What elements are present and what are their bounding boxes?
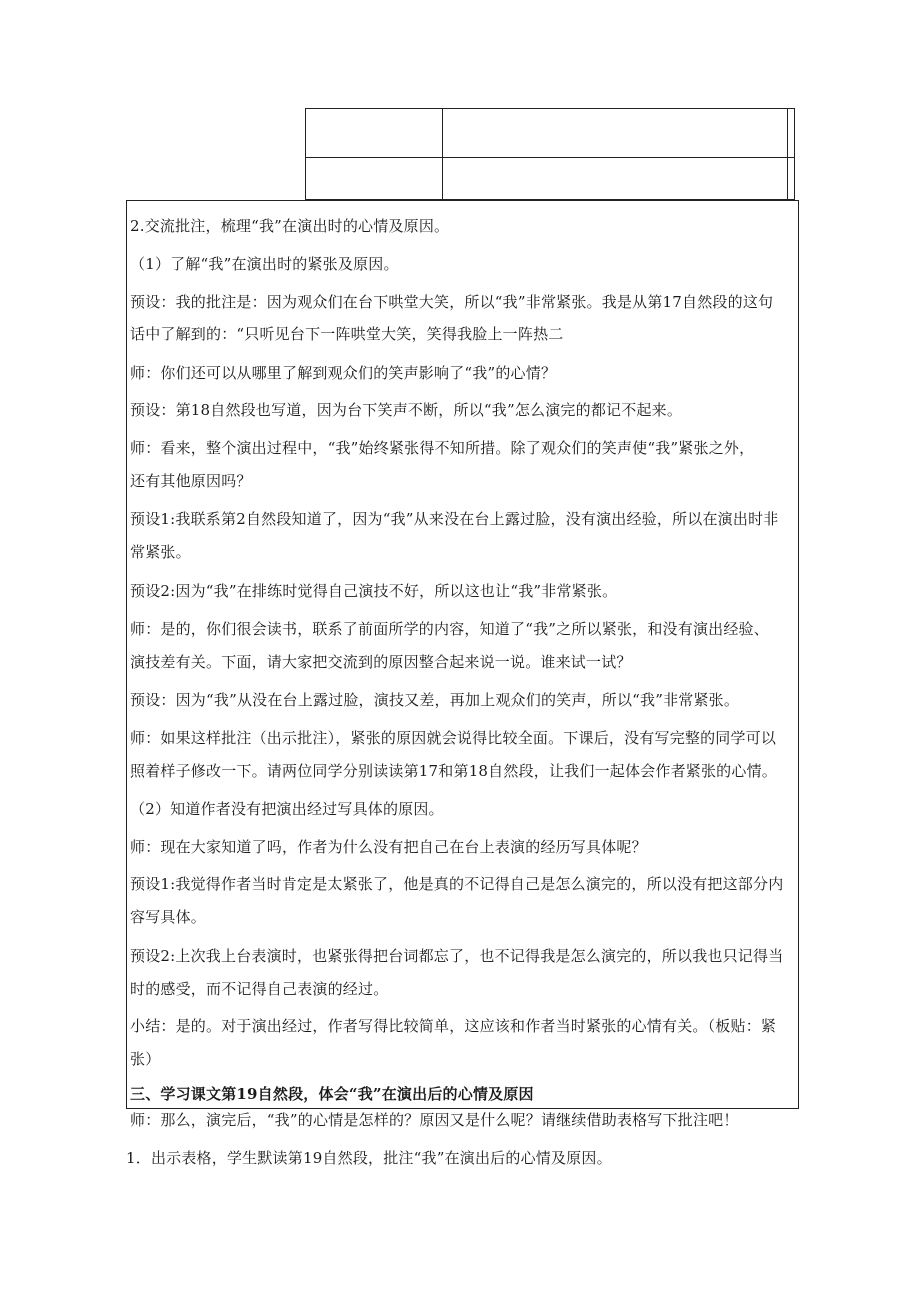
text-line: 师：你们还可以从哪里了解到观众们的笑声影响了“我”的心情？ xyxy=(130,364,557,382)
table-row-divider xyxy=(306,157,794,158)
text-line: 常紧张。 xyxy=(130,543,191,561)
header-table xyxy=(305,108,795,200)
text-line: 师：现在大家知道了吗，作者为什么没有把自己在台上表演的经历写具体呢？ xyxy=(130,838,647,856)
text-line: 预设2:上次我上台表演时，也紧张得把台词都忘了，也不记得我是怎么演完的，所以我也只记得当 xyxy=(130,947,784,965)
text-line: 演技差有关。下面，请大家把交流到的原因整合起来说一说。谁来试一试？ xyxy=(130,653,632,671)
text-line: （1）了解“我”在演出时的紧张及原因。 xyxy=(130,255,399,273)
text-line: 时的感受，而不记得自己表演的经过。 xyxy=(130,980,389,998)
text-line: 1．出示表格，学生默读第19自然段，批注“我”在演出后的心情及原因。 xyxy=(126,1149,612,1167)
section-heading: 三、学习课文第19自然段，体会“我”在演出后的心情及原因 xyxy=(130,1085,534,1103)
text-line: 张） xyxy=(130,1050,161,1068)
text-line: 预设：我的批注是：因为观众们在台下哄堂大笑，所以“我”非常紧张。我是从第17自然段的这句 xyxy=(130,293,774,311)
text-line: 2.交流批注，梳理“我”在演出时的心情及原因。 xyxy=(130,217,450,235)
text-line: 预设2:因为“我”在排练时觉得自己演技不好，所以这也让“我”非常紧张。 xyxy=(130,582,618,600)
table-column-divider xyxy=(442,109,443,199)
text-line: 师：如果这样批注（出示批注），紧张的原因就会说得比较全面。下课后，没有写完整的同学可以 xyxy=(130,729,777,747)
text-line: 还有其他原因吗？ xyxy=(130,472,252,490)
text-line: 预设1:我联系第2自然段知道了，因为“我”从来没在台上露过脸，没有演出经验，所以在演出时非 xyxy=(130,510,779,528)
text-line: （2）知道作者没有把演出经过写具体的原因。 xyxy=(130,800,444,818)
text-line: 师：那么，演完后，“我”的心情是怎样的？原因又是什么呢？请继续借助表格写下批注吧！ xyxy=(130,1111,739,1129)
table-right-border xyxy=(787,109,788,199)
text-line: 话中了解到的：“只听见台下一阵哄堂大笑，笑得我脸上一阵热二 xyxy=(130,325,564,343)
text-line: 预设：因为“我”从没在台上露过脸，演技又差，再加上观众们的笑声，所以“我”非常紧张。 xyxy=(130,691,740,709)
text-line: 预设：第18自然段也写道，因为台下笑声不断，所以“我”怎么演完的都记不起来。 xyxy=(130,401,683,419)
text-line: 师：是的，你们很会读书，联系了前面所学的内容，知道了“我”之所以紧张，和没有演出经验、 xyxy=(130,620,769,638)
text-line: 照着样子修改一下。请两位同学分别读读第17和第18自然段，让我们一起体会作者紧张的心情。 xyxy=(130,762,777,780)
text-line: 师：看来，整个演出过程中，“我”始终紧张得不知所措。除了观众们的笑声使“我”紧张之外， xyxy=(130,439,755,457)
text-line: 预设1:我觉得作者当时肯定是太紧张了，他是真的不记得自己是怎么演完的，所以没有把这部分内 xyxy=(130,875,784,893)
text-line: 小结：是的。对于演出经过，作者写得比较简单，这应该和作者当时紧张的心情有关。（板贴：紧 xyxy=(130,1017,777,1035)
text-line: 容写具体。 xyxy=(130,908,207,926)
